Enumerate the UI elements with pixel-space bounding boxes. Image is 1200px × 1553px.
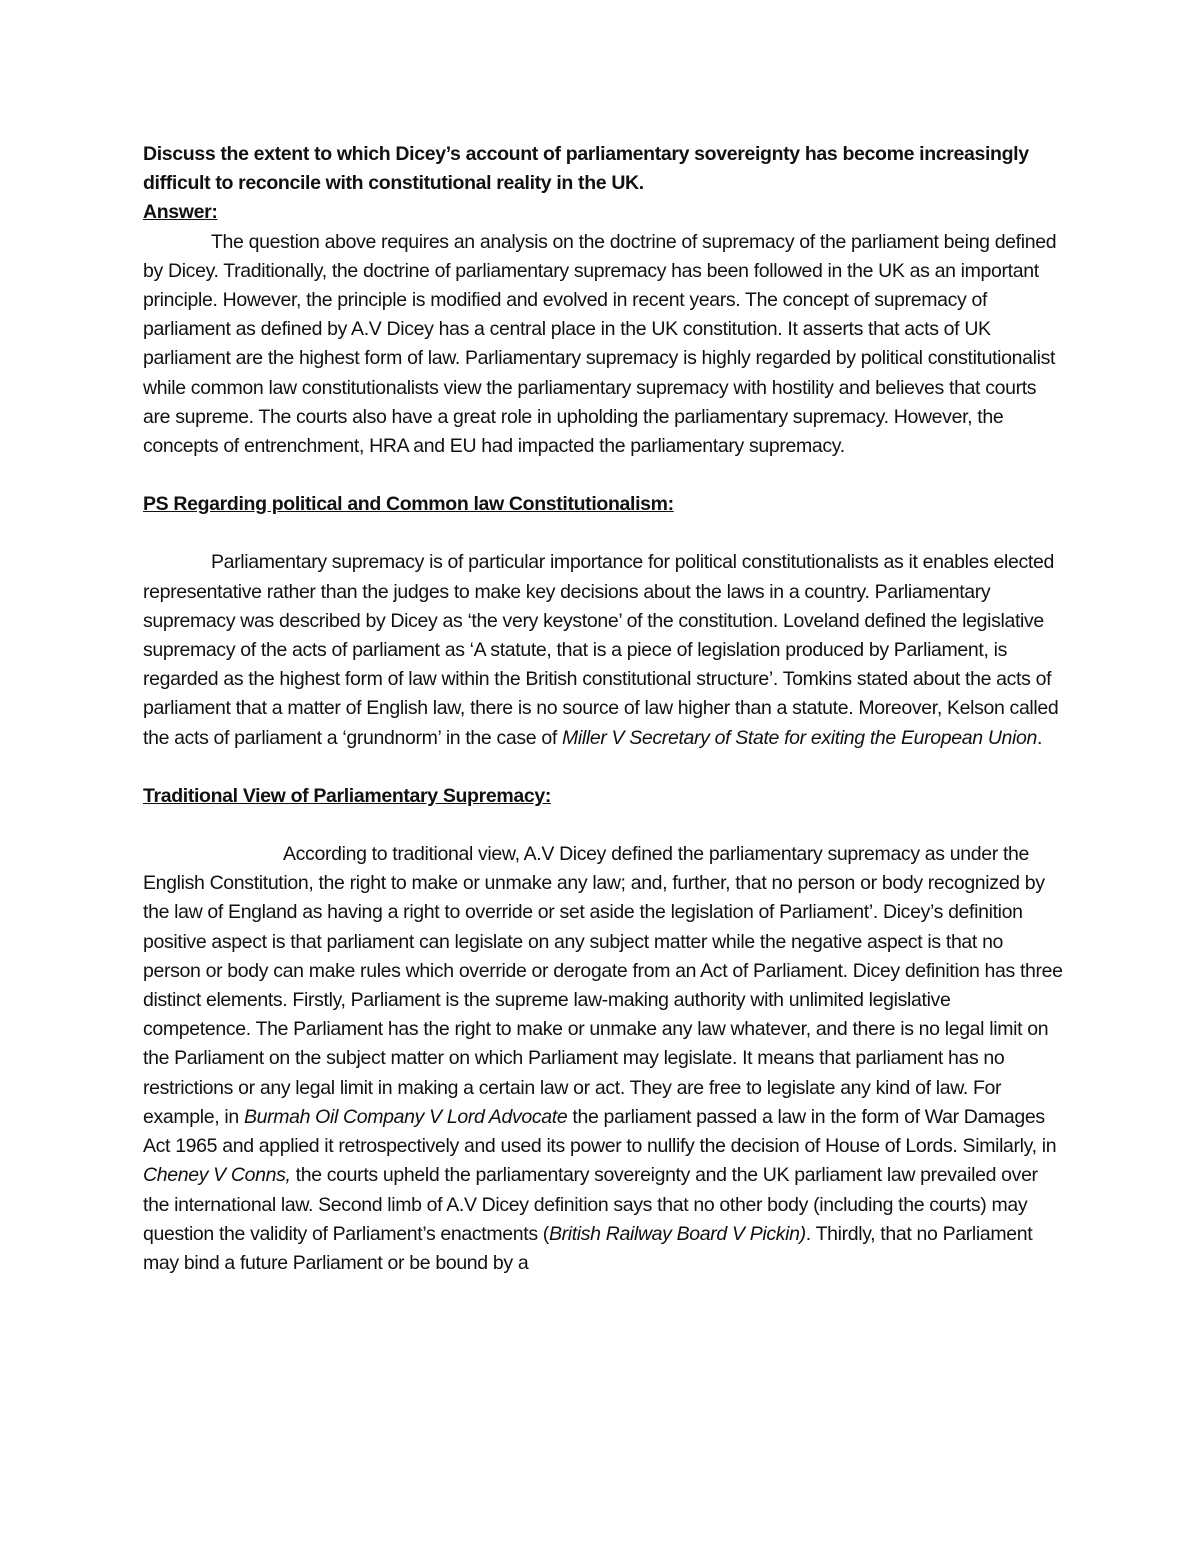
- intro-paragraph: The question above requires an analysis on the doctrine of supremacy of the parliament being defined by Dicey. Traditionally, the doctrine of parliamentary supremacy has been followed in the UK as an important principle. However, the principle is modified and evolved in recent years. The concept of supremacy of parliament as defined by A.V Dicey has a central place in the UK constitution. It asserts that acts of UK parliament are the highest form of law. Parliamentary supremacy is highly regarded by political constitutionalist while common law constitutionalists view the parliamentary supremacy with hostility and believes that courts are supreme. The courts also have a great role in upholding the parliamentary supremacy. However, the concepts of entrenchment, HRA and EU had impacted the parliamentary supremacy.: [143, 230, 1057, 458]
- section1-text-end: .: [1037, 726, 1043, 749]
- document-page: [143, 140, 1063, 1278]
- question-title: Discuss the extent to which Dicey’s account of parliamentary sovereignty has become increasingly difficult to reconcile with constitutional reality in the UK.: [143, 143, 1029, 195]
- case-name: British Railway Board V Pickin): [548, 1222, 806, 1245]
- case-name: Miller V Secretary of State for exiting the European Union: [561, 726, 1038, 749]
- section2-text: the parliament passed a law in the form of War Damages Act 1965 and applied it retrospectively and used its power to nullify the decision of House of Lords. Similarly, in: [143, 1105, 1057, 1158]
- section2-text: According to traditional view, A.V Dicey defined the parliamentary supremacy as under the English Constitution, the right to make or unmake any law; and, further, that no person or body recognized by the law of England as having a right to override or set aside the legislation of Parliament’. Dicey’s definition positive aspect is that parliament can legislate on any subject matter while the negative aspect is that no person or body can make rules which override or derogate from an Act of Parliament. Dicey definition has three distinct elements. Firstly, Parliament is the supreme law-making authority with unlimited legislative competence. The Parliament has the right to make or unmake any law whatever, and there is no legal limit on the Parliament on the subject matter on which Parliament may legislate. It means that parliament has no restrictions or any legal limit in making a certain law or act. They are free to legislate any kind of law. For example, in: [143, 843, 1063, 1128]
- section1-paragraph: [143, 548, 1063, 752]
- section2-paragraph: [143, 840, 1063, 1278]
- answer-label: Answer:: [143, 201, 218, 224]
- section2-text: . Thirdly, that no Parliament may bind a future Parliament or be bound by a: [143, 1222, 1033, 1274]
- case-name: Cheney V Conns,: [143, 1164, 291, 1187]
- case-name: Burmah Oil Company V Lord Advocate: [243, 1105, 568, 1128]
- section-heading-traditional-view: Traditional View of Parliamentary Supremacy:: [143, 784, 551, 807]
- section2-text: the courts upheld the parliamentary sovereignty and the UK parliament law prevailed over the international law. Second limb of A.V Dicey definition says that no other body (including the courts) may question the validity of Parliament’s enactments (: [143, 1164, 1038, 1245]
- section1-text: Parliamentary supremacy is of particular importance for political constitutionalists as it enables elected representative rather than the judges to make key decisions about the laws in a country. Parliamentary supremacy was described by Dicey as ‘the very keystone’ of the constitution. Loveland defined the legislative supremacy of the acts of parliament as ‘A statute, that is a piece of legislation produced by Parliament, is regarded as the highest form of law within the British constitutional structure’. Tomkins stated about the acts of parliament that a matter of English law, there is no source of law higher than a statute. Moreover, Kelson called the acts of parliament a ‘grundnorm’ in the case of: [143, 551, 1059, 749]
- section-heading-political-constitutionalism: PS Regarding political and Common law Constitutionalism:: [143, 493, 674, 516]
